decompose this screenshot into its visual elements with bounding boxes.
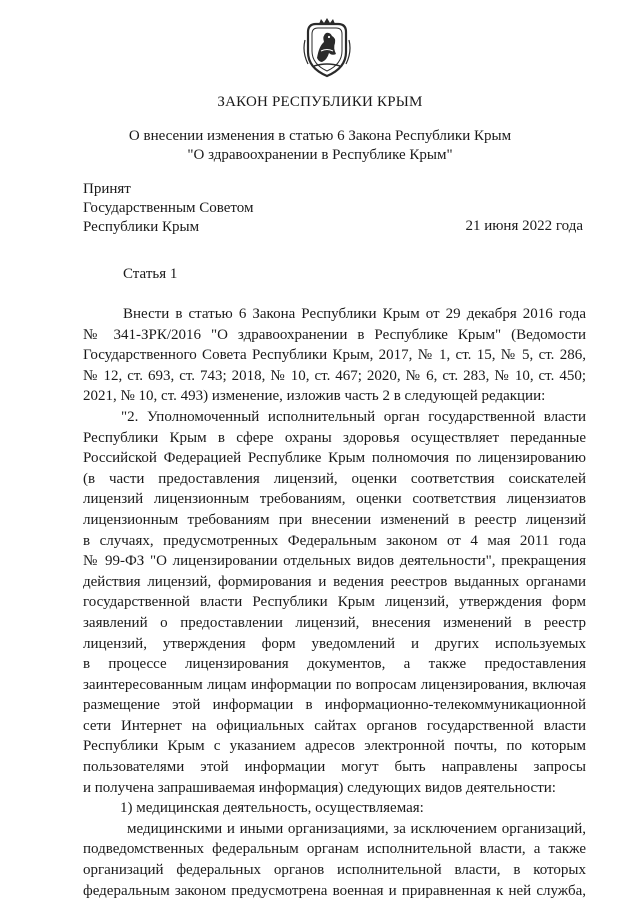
law-title: ЗАКОН РЕСПУБЛИКИ КРЫМ	[217, 94, 423, 110]
body-line: в процессе лицензирования документов, а также предоставления	[83, 656, 586, 673]
body-line: заявлений о предоставлении лицензий, внесения изменений в реестр	[83, 614, 586, 631]
body-line: Республики Крым с указанием адресов электронной почты, по которым	[83, 738, 586, 755]
crimea-coat-of-arms-icon	[302, 18, 352, 80]
adoption-line: Республики Крым	[83, 219, 200, 235]
body-line: лицензий, утверждения форм уведомлений и других используемых	[83, 635, 586, 652]
subtitle-line: О внесении изменения в статью 6 Закона Республики Крым	[128, 128, 512, 144]
body-line: 1) медицинская деятельность, осуществляемая:	[120, 800, 424, 817]
body-line: в случаях, предусмотренных Федеральным законом от 4 мая 2011 года	[83, 532, 586, 549]
body-line: № 12, ст. 693, ст. 743; 2018, № 10, ст. 467; 2020, № 6, ст. 283, № 10, ст. 450;	[83, 367, 586, 384]
body-line: и получена запрашиваемая информация) следующих видов деятельности:	[83, 779, 556, 796]
adoption-line: Государственным Советом	[83, 200, 254, 216]
body-line: Государственного Совета Республики Крым, 2017, № 1, ст. 15, № 5, ст. 286,	[83, 347, 586, 364]
body-line: (в части предоставления лицензий, оценки соответствия соискателей	[83, 470, 586, 487]
body-line: лицензионным требованиям при внесении изменений в реестр лицензий	[83, 511, 586, 528]
adoption-line: Принят	[83, 181, 131, 197]
body-line: заинтересованным лицам информации по вопросам лицензирования, включая	[83, 676, 586, 693]
body-line: № 341-ЗРК/2016 "О здравоохранении в Республике Крым" (Ведомости	[83, 326, 586, 343]
body-line: № 99-ФЗ "О лицензировании отдельных видов деятельности", прекращения	[83, 553, 586, 570]
subtitle-line: "О здравоохранении в Республике Крым"	[187, 147, 453, 163]
body-line: Внести в статью 6 Закона Республики Крым от 29 декабря 2016 года	[123, 306, 586, 322]
adoption-date: 21 июня 2022 года	[465, 218, 583, 234]
body-line: Российской Федерацией Республике Крым полномочия по лицензированию	[83, 450, 586, 467]
adoption-block	[83, 180, 254, 237]
body-line: "2. Уполномоченный исполнительный орган государственной власти	[121, 408, 586, 425]
body-line: размещение этой информации в информационно-телекоммуникационной	[83, 697, 586, 714]
body-line: лицензий лицензионным требованиям, оценки соответствия лицензиатов	[83, 491, 586, 508]
body-line: подведомственных федеральным органам исполнительной власти, а также	[83, 841, 586, 858]
article-body	[83, 304, 586, 901]
body-line: медицинскими и иными организациями, за исключением организаций,	[127, 820, 586, 837]
body-line: Республики Крым в сфере охраны здоровья осуществляет переданные	[83, 429, 586, 446]
body-line: государственной власти Республики Крым лицензий, утверждения форм	[83, 594, 586, 611]
body-line: сети Интернет на официальных сайтах органов государственной власти	[83, 717, 586, 734]
body-line: федеральным законом предусмотрена военная и приравненная к ней служба,	[83, 882, 586, 899]
law-subtitle	[0, 127, 640, 165]
body-line: действия лицензий, формирования и ведения реестров выданных органами	[83, 573, 586, 590]
body-line: пользователями этой информации могут быть направлены запросы	[83, 759, 586, 776]
body-line: 2021, № 10, ст. 493) изменение, изложив часть 2 в следующей редакции:	[83, 388, 546, 405]
article-heading: Статья 1	[123, 266, 178, 282]
body-line: организаций федеральных органов исполнительной власти, в которых	[83, 862, 586, 879]
